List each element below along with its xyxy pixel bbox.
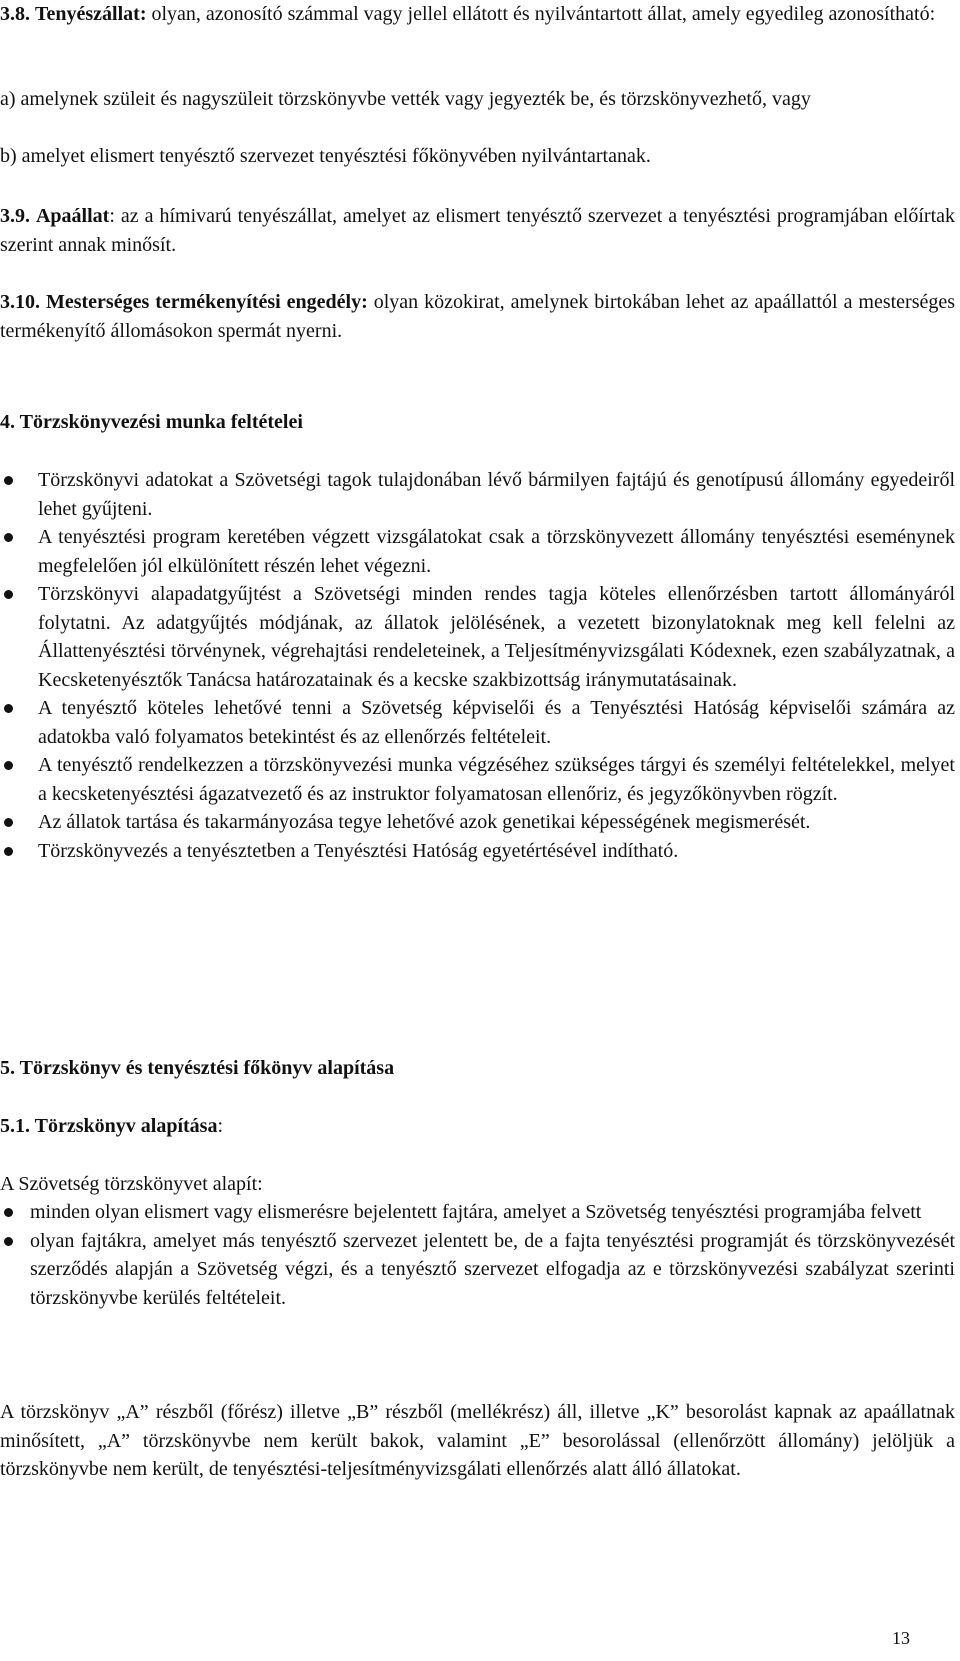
section-5-1-list <box>0 1198 955 1312</box>
bullet-icon <box>4 1237 13 1246</box>
list-item: A tenyésztő rendelkezzen a törzskönyvezési munka végzéséhez szükséges tárgyi és személyi feltételekkel, melyet a kecsketenyésztési ágazatvezető és az instruktor folyamatosan ellenőriz, és jegyzőkönyvben rögzít. <box>0 751 955 808</box>
bullet-icon <box>4 761 13 770</box>
section-5-1-closing: A törzskönyv „A” részből (főrész) illetve „B” részből (mellékrész) áll, illetve „K” besorolást kapnak az apaállatnak minősített, „A” törzskönyvbe nem került bakok, valamint „E” besorolással (ellenőrzött állomány) jelöljük a törzskönyvbe nem került, de tenyésztési-teljesítményvizsgálati ellenőrzés alatt álló állatokat. <box>0 1401 955 1480</box>
list-item: A tenyésztő köteles lehetővé tenni a Szövetség képviselői és a Tenyésztési Hatóság képviselői számára az adatokba való folyamatos betekintést és az ellenőrzés feltételeit. <box>0 694 955 751</box>
list-item: minden olyan elismert vagy elismerésre bejelentett fajtára, amelyet a Szövetség tenyésztési programjába felvett <box>0 1198 955 1227</box>
section-3-10-number: 3.10. <box>0 291 40 313</box>
page-number: 13 <box>892 1628 910 1648</box>
section-3-8 <box>0 0 955 29</box>
section-3-9-text: : az a hímivarú tenyészállat, amelyet az elismert tenyésztő szervezet a tenyésztési programjában előírtak szerint annak minősít. <box>0 205 956 256</box>
section-3-8-term: Tenyészállat: <box>35 3 147 25</box>
list-item: Törzskönyvezés a tenyésztetben a Tenyésztési Hatóság egyetértésével indítható. <box>0 837 955 866</box>
section-3-8-item-b: b) amelyet elismert tenyésztő szervezet tenyésztési főkönyvében nyilvántartanak. <box>0 145 651 167</box>
section-3-8-item-a: a) amelynek szüleit és nagyszüleit törzskönyvbe vették vagy jegyezték be, és törzskönyvezhető, vagy <box>0 88 811 110</box>
list-item: olyan fajtákra, amelyet más tenyésztő szervezet jelentett be, de a fajta tenyésztési programját és törzskönyvezését szerződés alapján a Szövetség végzi, és a tenyésztő szervezet elfogadja az e törzskönyvezési szabályzat szerinti törzskönyvbe kerülés feltételeit. <box>0 1227 955 1313</box>
bullet-icon <box>4 533 13 542</box>
bullet-icon <box>4 704 13 713</box>
section-4-list <box>0 466 955 865</box>
section-4-heading: 4. Törzskönyvezési munka feltételei <box>0 411 303 433</box>
section-3-9 <box>0 202 955 259</box>
section-3-10-text: olyan közokirat, amelynek birtokában lehet az apaállattól a mesterséges termékenyítő állomásokon spermát nyerni. <box>0 291 956 342</box>
bullet-icon <box>4 1208 13 1217</box>
bullet-icon <box>4 476 13 485</box>
bullet-icon <box>4 590 13 599</box>
section-3-8-text: olyan, azonosító számmal vagy jellel ellátott és nyilvántartott állat, amely egyedileg azonosítható: <box>151 3 936 25</box>
section-3-10 <box>0 288 955 345</box>
section-3-9-term: Apaállat <box>35 205 110 227</box>
section-5-heading: 5. Törzskönyv és tenyésztési főkönyv alapítása <box>0 1057 395 1079</box>
list-item: Törzskönyvi adatokat a Szövetségi tagok tulajdonában lévő bármilyen fajtájú és genotípusú állomány egyedeiről lehet gyűjteni. <box>0 466 955 523</box>
section-5-1-heading: 5.1. Törzskönyv alapítása: <box>0 1115 224 1137</box>
section-3-10-term: Mesterséges termékenyítési engedély: <box>45 291 368 313</box>
list-item: Törzskönyvi alapadatgyűjtést a Szövetségi minden rendes tagja köteles ellenőrzésben tartott állományáról folytatni. Az adatgyűjtés módjának, az állatok jelölésének, a vezetett bizonylatoknak meg kell felelni az Állattenyésztési törvénynek, végrehajtási rendeleteinek, a Teljesítményvizsgálati Kódexnek, ezen szabályzatnak, a Kecsketenyésztők Tanácsa határozatainak és a kecske szakbizottság iránymutatásainak. <box>0 580 955 694</box>
section-3-8-number: 3.8. <box>0 3 30 25</box>
bullet-icon <box>4 847 13 856</box>
section-5-1-intro: A Szövetség törzskönyvet alapít: <box>0 1173 263 1195</box>
section-3-9-number: 3.9. <box>0 205 30 227</box>
list-item: Az állatok tartása és takarmányozása tegye lehetővé azok genetikai képességének megismerését. <box>0 808 955 837</box>
list-item: A tenyésztési program keretében végzett vizsgálatokat csak a törzskönyvezett állomány tenyésztési eseménynek megfelelően jól elkülönített részén lehet végezni. <box>0 523 955 580</box>
bullet-icon <box>4 818 13 827</box>
